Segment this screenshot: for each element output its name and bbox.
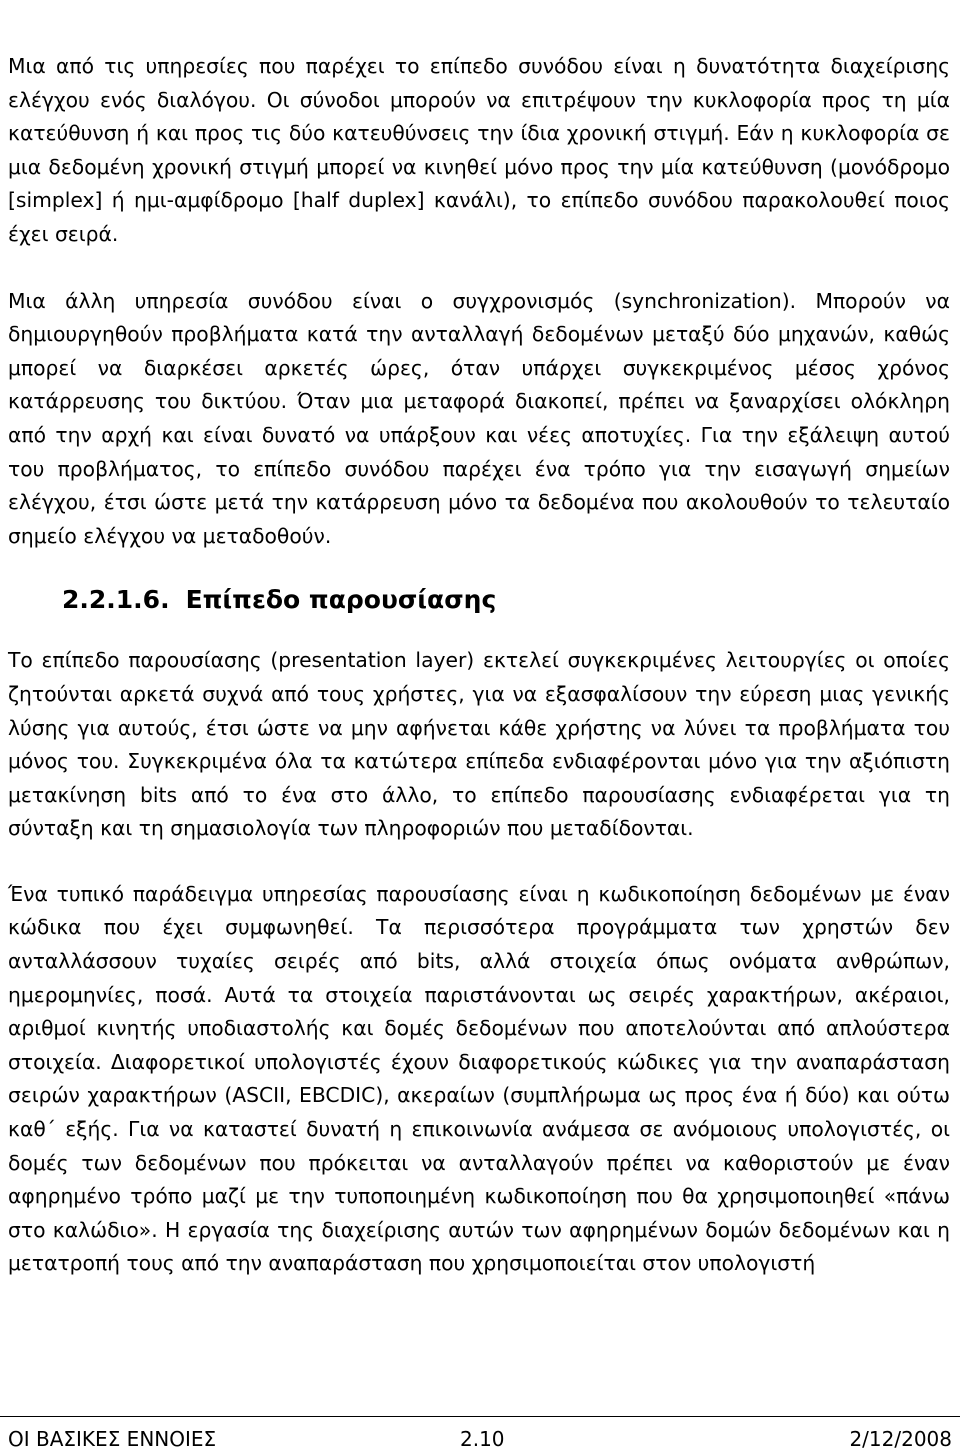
footer-page-number: 2.10 <box>460 1427 505 1451</box>
section-title: Επίπεδο παρουσίασης <box>185 585 497 615</box>
spacer <box>8 846 950 878</box>
footer-date: 2/12/2008 <box>849 1427 952 1451</box>
page-footer <box>0 1416 960 1455</box>
paragraph-session-dialog-control: Μια από τις υπηρεσίες που παρέχει το επίπεδο συνόδου είναι η δυνατότητα διαχείρισης ελέγχου ενός διαλόγου. Οι σύνοδοι μπορούν να επιτρέψουν την κυκλοφορία προς τη μία κατεύθυνση ή και προς τις δύο κατευθύνσεις την ίδια χρονική στιγμή. Εάν η κυκλοφορία σε μια δεδομένη χρονική στιγμή μπορεί να κινηθεί μόνο προς την μία κατεύθυνση (μονόδρομο [simplex] ή ημι-αμφίδρομο [half duplex] κανάλι), το επίπεδο συνόδου παρακολουθεί ποιος έχει σειρά. <box>8 54 950 246</box>
paragraph-presentation-encoding-example: Ένα τυπικό παράδειγμα υπηρεσίας παρουσίασης είναι η κωδικοποίηση δεδομένων με έναν κώδικα που έχει συμφωνηθεί. Τα περισσότερα προγράμματα των χρηστών δεν ανταλλάσσουν τυχαίες σειρές από bits, αλλά στοιχεία όπως ονόματα ανθρώπων, ημερομηνίες, ποσά. Αυτά τα στοιχεία παριστάνονται ως σειρές χαρακτήρων, ακέραιοι, αριθμοί κινητής υποδιαστολής και δομές δεδομένων που αποτελούνται από απλούστερα στοιχεία. Διαφορετικοί υπολογιστές έχουν διαφορετικούς κώδικες για την αναπαράσταση σειρών χαρακτήρων (ASCII, EBCDIC), ακεραίων (συμπλήρωμα ως προς ένα ή δύο) και ούτω καθ΄ εξής. Για να καταστεί δυνατή η επικοινωνία ανάμεσα σε ανόμοιους υπολογιστές, οι δομές των δεδομένων που πρόκειται να ανταλλαγούν πρέπει να καθοριστούν με έναν αφηρημένο τρόπο μαζί με την τυποποιημένη κωδικοποίηση που θα χρησιμοποιηθεί «πάνω στο καλώδιο». Η εργασία της διαχείρισης αυτών των αφηρημένων δομών δεδομένων και η μετατροπή τους από την αναπαράσταση που χρησιμοποιείται στον υπολογιστή <box>8 881 950 1276</box>
section-heading <box>8 583 950 617</box>
page-body <box>8 50 950 1281</box>
paragraph-session-synchronization: Μια άλλη υπηρεσία συνόδου είναι ο συγχρονισμός (synchronization). Μπορούν να δημιουργηθούν προβλήματα κατά την ανταλλαγή δεδομένων μεταξύ δύο μηχανών, καθώς μπορεί να διαρκέσει αρκετές ώρες, όταν υπάρχει συγκεκριμένος μέσος χρόνος κατάρρευσης του δικτύου. Όταν μια μεταφορά διακοπεί, πρέπει να ξαναρχίσει ολόκληρη από την αρχή και είναι δυνατό να υπάρξουν και νέες αποτυχίες. Για την εξάλειψη αυτού του προβλήματος, το επίπεδο συνόδου παρέχει ένα τρόπο για την εισαγωγή σημείων ελέγχου, έτσι ώστε μετά την κατάρρευση μόνο τα δεδομένα που ακολουθούν το τελευταίο σημείο ελέγχου να μεταδοθούν. <box>8 288 950 548</box>
section-number: 2.2.1.6. <box>62 585 170 615</box>
spacer <box>8 252 950 285</box>
paragraph-presentation-layer-intro: Το επίπεδο παρουσίασης (presentation layer) εκτελεί συγκεκριμένες λειτουργίες οι οποίες ζητούνται αρκετά συχνά από τους χρήστες, για να εξασφαλίσουν την εύρεση μιας γενικής λύσης για αυτούς, έτσι ώστε να μην αφήνεται κάθε χρήστης να λύνει τα προβλήματα του μόνος του. Συγκεκριμένα όλα τα κατώτερα επίπεδα ενδιαφέρονται μόνο για την αξιόπιστη μετακίνηση bits από το ένα στο άλλο, το επίπεδο παρουσίασης ενδιαφέρεται για τη σύνταξη και τη σημασιολογία των πληροφοριών που μεταδίδονται. <box>8 648 950 841</box>
footer-chapter-title: ΟΙ ΒΑΣΙΚΕΣ ΕΝΝΟΙΕΣ <box>8 1427 217 1451</box>
spacer <box>8 617 950 644</box>
spacer <box>8 553 950 583</box>
